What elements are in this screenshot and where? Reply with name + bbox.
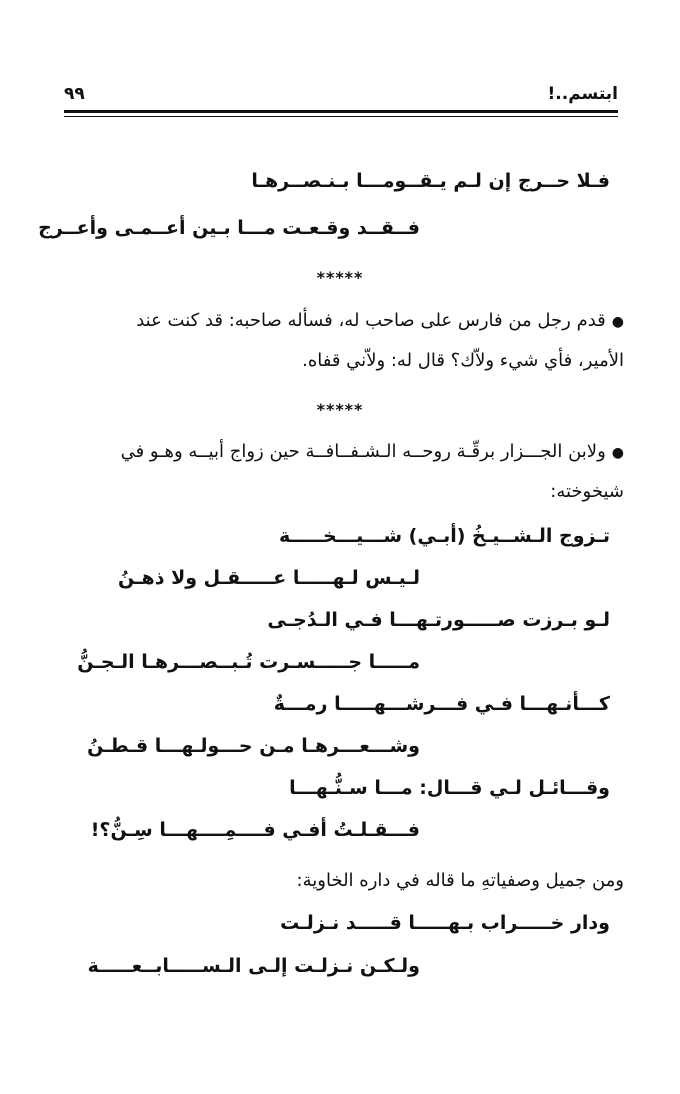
- poem2-line: وقـــائـل لـي قـــال: مـــا سـنُّـهـــا: [289, 777, 610, 799]
- running-title: ابتسم..!: [547, 84, 618, 104]
- poem2-line: فـــقـلـتُ أفـي فــــمِــــهـــا سِـنُّ؟!: [90, 819, 420, 841]
- poem3-line: ودار خـــــراب بـهـــــا قـــــد نـزلـت: [280, 912, 610, 934]
- intro2-line: ومن جميل وصفياتهِ ما قاله في داره الخاوية:: [296, 870, 624, 891]
- header-rule-thick: [64, 110, 618, 113]
- poem1-line1: فـلا حــرج إن لـم يـقــومـــا بـنـصــرهـا: [251, 170, 610, 192]
- poem2-line: لـو بـرزت صـــــورتـهـــا فـي الـدُجـى: [267, 609, 610, 631]
- poem2-line: لـيـس لـهـــــا عـــــقـل ولا ذهـنُ: [117, 567, 420, 589]
- intro-text-1: ولابن الجـــزار برقّـة روحــه الـشـفــافــة حين زواج أبيــه وهـو في: [120, 441, 606, 462]
- separator-1: *****: [316, 268, 364, 287]
- poem2-line: تـزوج الـشــيـخُ (أبـي) شـــيـــخـــــة: [278, 525, 610, 547]
- bullet-icon: ●: [611, 445, 624, 461]
- poem2-line: مـــــا جـــــسـرت تُـبــصـــرهـا الـجـنُّ: [77, 651, 420, 673]
- anecdote-text-1: قدم رجل من فارس على صاحب له، فسأله صاحبه: قد كنت عند: [136, 310, 606, 331]
- bullet-icon: ●: [611, 314, 624, 330]
- intro-line1: [121, 441, 624, 462]
- page-header: [64, 84, 618, 104]
- header-rule-thin: [64, 116, 618, 117]
- separator-2: *****: [316, 400, 364, 419]
- poem3-line: ولـكـن نـزلـت إلـى الـســـــابــعـــــة: [87, 955, 420, 977]
- poem2-line: كـــأنـهـــا فـي فـــرشـــهـــــا رمـــةٌ: [273, 693, 610, 715]
- anecdote-line1: [136, 310, 624, 331]
- poem2-line: وشـــعـــرهـا مـن حـــولـهـــا قـطـنُ: [87, 735, 420, 757]
- intro-line2: شيخوخته:: [550, 481, 624, 502]
- anecdote-line2: الأمير، فأي شيء ولاّك؟ قال له: ولاّني قفاه.: [302, 350, 624, 371]
- page-number: ٩٩: [64, 84, 85, 104]
- poem1-line2: فــقــد وقـعـت مـــا بـين أعــمـى وأعــرج: [38, 217, 420, 239]
